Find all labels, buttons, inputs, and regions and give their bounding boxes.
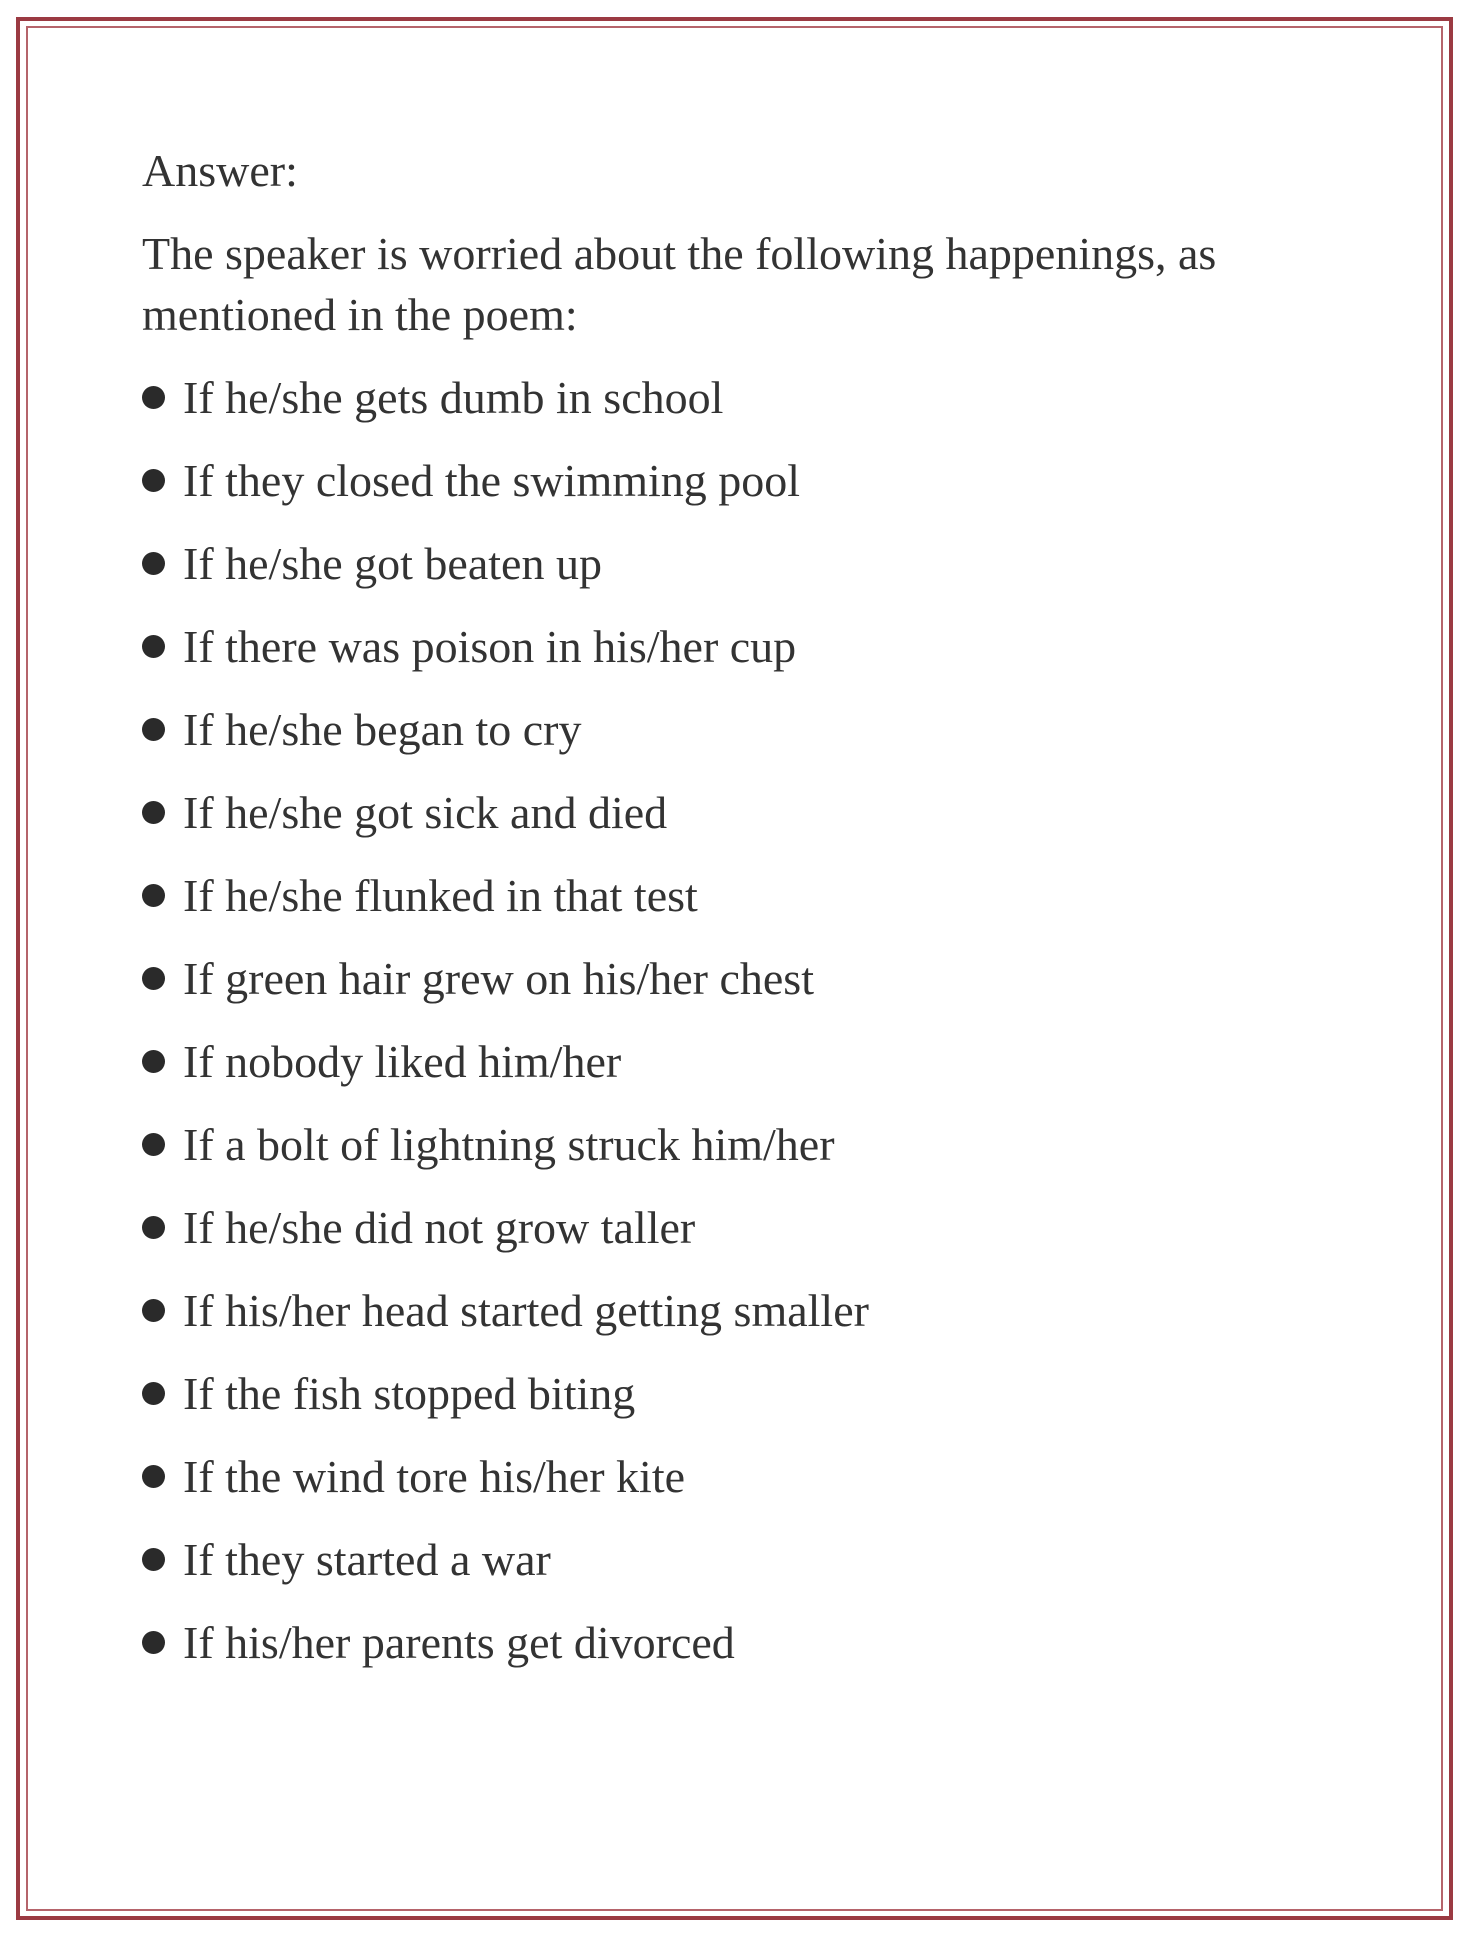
list-item	[142, 1197, 1342, 1258]
bullet-icon	[142, 1050, 165, 1073]
bullet-icon	[142, 718, 165, 741]
list-item-text: If they started a war	[183, 1534, 551, 1585]
list-item-text: If he/she got beaten up	[183, 538, 602, 589]
list-item	[142, 699, 1342, 760]
list-item-text: If there was poison in his/her cup	[183, 621, 797, 672]
list-item-text: If he/she gets dumb in school	[183, 372, 724, 423]
list-item	[142, 533, 1342, 594]
bullet-icon	[142, 386, 165, 409]
list-item-text: If a bolt of lightning struck him/her	[183, 1119, 835, 1170]
list-item	[142, 1031, 1342, 1092]
list-item	[142, 616, 1342, 677]
bullet-icon	[142, 1382, 165, 1405]
list-item-text: If he/she flunked in that test	[183, 870, 698, 921]
list-item-text: If he/she began to cry	[183, 704, 582, 755]
bullet-icon	[142, 469, 165, 492]
list-item-text: If he/she got sick and died	[183, 787, 668, 838]
list-item-text: If nobody liked him/her	[183, 1036, 622, 1087]
list-item	[142, 367, 1342, 428]
bullet-icon	[142, 1216, 165, 1239]
worries-list	[142, 367, 1342, 1673]
bullet-icon	[142, 1299, 165, 1322]
intro-text: The speaker is worried about the following happenings, as mentioned in the poem:	[142, 228, 1217, 340]
list-item-text: If the wind tore his/her kite	[183, 1451, 686, 1502]
list-item-text: If he/she did not grow taller	[183, 1202, 696, 1253]
bullet-icon	[142, 552, 165, 575]
list-item-text: If the fish stopped biting	[183, 1368, 636, 1419]
list-item-text: If his/her head started getting smaller	[183, 1285, 869, 1336]
list-item	[142, 1446, 1342, 1507]
list-item	[142, 865, 1342, 926]
answer-label: Answer:	[142, 145, 298, 196]
list-item	[142, 450, 1342, 511]
list-item	[142, 1612, 1342, 1673]
bullet-icon	[142, 1631, 165, 1654]
list-item-text: If green hair grew on his/her chest	[183, 953, 814, 1004]
bullet-icon	[142, 1548, 165, 1571]
bullet-icon	[142, 801, 165, 824]
bullet-icon	[142, 635, 165, 658]
list-item	[142, 948, 1342, 1009]
bullet-icon	[142, 884, 165, 907]
list-item-text: If his/her parents get divorced	[183, 1617, 735, 1668]
list-item	[142, 1280, 1342, 1341]
bullet-icon	[142, 967, 165, 990]
list-item	[142, 1363, 1342, 1424]
list-item	[142, 1114, 1342, 1175]
list-item	[142, 782, 1342, 843]
bullet-icon	[142, 1465, 165, 1488]
list-item-text: If they closed the swimming pool	[183, 455, 801, 506]
list-item	[142, 1529, 1342, 1590]
bullet-icon	[142, 1133, 165, 1156]
answer-content	[142, 140, 1342, 1695]
